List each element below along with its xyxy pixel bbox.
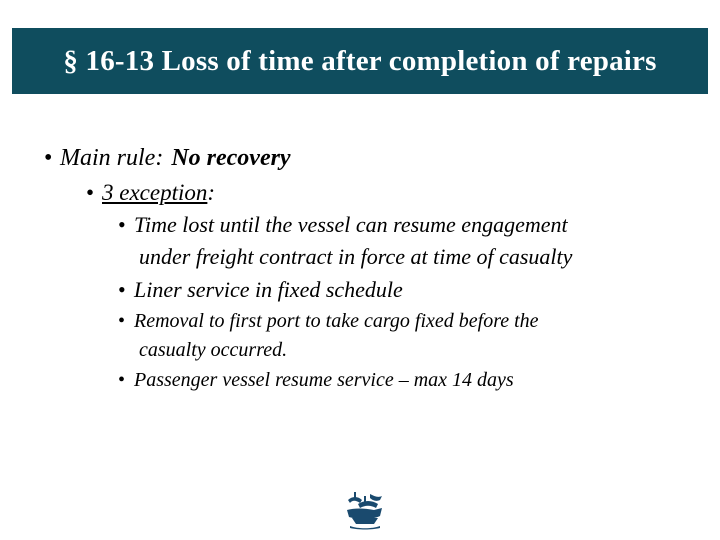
- exception-label: 3 exception: [102, 180, 208, 205]
- exception-item-3-line-1: [118, 310, 539, 333]
- main-rule-label: Main rule:: [60, 145, 164, 171]
- bullet: •: [86, 180, 95, 205]
- bullet: •: [118, 212, 126, 237]
- exception-colon: :: [207, 180, 216, 205]
- bullet: •: [118, 310, 126, 332]
- exception-item-text: under freight contract in force at time of casualty: [139, 244, 573, 269]
- exception-item-2: [118, 277, 403, 303]
- exception-item-text: casualty occurred.: [139, 339, 288, 361]
- exception-item-4: [118, 369, 514, 392]
- exception-item-1-line-2: [139, 244, 572, 270]
- exception-item-text: Liner service in fixed schedule: [134, 277, 403, 302]
- main-rule-line: [44, 145, 291, 172]
- exception-item-1-line-1: [118, 212, 568, 238]
- main-rule-value: No recovery: [171, 145, 291, 171]
- exception-item-3-line-2: [139, 339, 287, 362]
- exception-item-text: Time lost until the vessel can resume engagement: [134, 212, 568, 237]
- bullet: •: [118, 369, 126, 391]
- ship-logo-icon: [344, 490, 386, 530]
- slide-title: § 16-13 Loss of time after completion of repairs: [63, 44, 657, 77]
- exception-item-text: Removal to first port to take cargo fixed before the: [134, 310, 539, 332]
- exception-line: [86, 180, 215, 206]
- bullet: •: [44, 145, 53, 171]
- exception-item-text: Passenger vessel resume service – max 14 days: [134, 369, 514, 391]
- bullet: •: [118, 277, 126, 302]
